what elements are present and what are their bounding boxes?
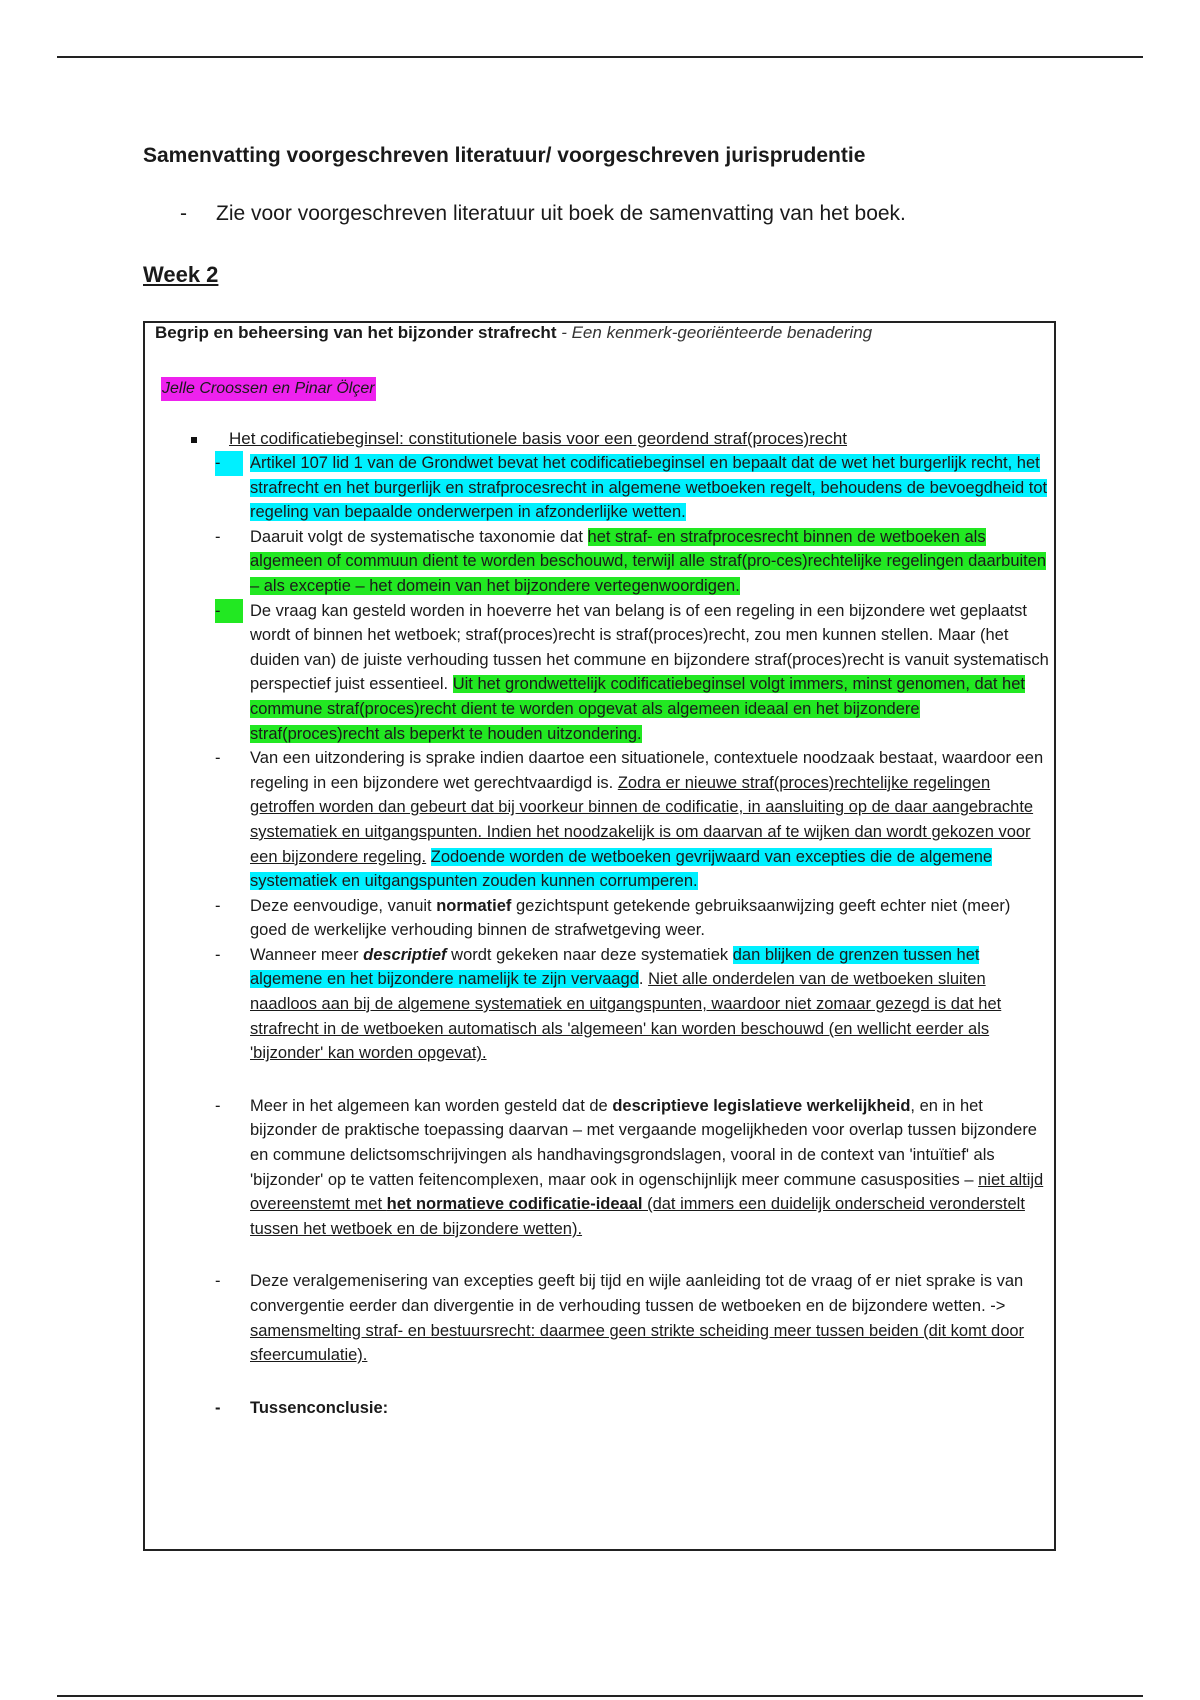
list-item (215, 1269, 1050, 1367)
square-bullet-icon (191, 437, 197, 443)
item-text: Wanneer meer (250, 945, 364, 964)
interim-conclusion-heading: Tussenconclusie: (250, 1398, 389, 1417)
dash-icon: - (215, 1096, 221, 1115)
dash-icon: - (215, 896, 221, 915)
intro-dash: - (180, 202, 187, 225)
list-item (215, 599, 1050, 747)
box-title-main: Begrip en beheersing van het bijzonder strafrecht (155, 323, 557, 342)
document-title: Samenvatting voorgeschreven literatuur/ voorgeschreven jurisprudentie (143, 144, 866, 167)
summary-box (143, 321, 1056, 1551)
intro-text: Zie voor voorgeschreven literatuur uit boek de samenvatting van het boek. (216, 202, 906, 225)
dash-list (215, 451, 1050, 1420)
box-title (155, 323, 872, 343)
list-item (215, 1094, 1050, 1242)
item-text-underline: samensmelting straf- en bestuursrecht: daarmee geen strikte scheiding meer tussen beiden (dit komt door sfeercumulatie). (250, 1321, 1025, 1365)
list-item (215, 1396, 1050, 1421)
dash-icon: - (215, 749, 221, 768)
item-text: De vraag kan gesteld worden in hoeverre het van belang is of een regeling in een bijzondere wet geplaatst wordt of binnen het wetboek; straf(proces)recht is straf(proces)recht, zou men kunnen stellen. Maar (het duiden van) de juiste verhouding tussen het commune en bijzondere straf(proces)recht is vanuit systematisch perspectief juist essentieel. (250, 601, 1049, 694)
item-text: . (638, 970, 649, 989)
dash-icon: - (215, 945, 221, 964)
item-text-highlight: het straf- en strafprocesrecht binnen de wetboeken als algemeen of commuun dient te worden beschouwd, terwijl alle straf(pro-ces)rechtelijke regelingen daarbuiten – als exceptie – het domein van het bijzondere vertegenwoordigen. (250, 527, 1047, 595)
list-item (215, 943, 1050, 1066)
item-text-underline: niet altijd overeenstemt met (250, 1170, 1044, 1214)
item-text: Deze eenvoudige, vanuit (250, 896, 437, 915)
intro-line (180, 202, 906, 226)
item-text: Deze veralgemenisering van excepties geeft bij tijd en wijle aanleiding tot de vraag of er niet sprake is van convergentie eerder dan divergentie in de verhouding tussen de wetboeken en de bijzondere wetten. -> (250, 1272, 1024, 1315)
item-text-bold-italic: descriptief (363, 945, 447, 964)
item-text-highlight: dan blijken de grenzen tussen het algemene en het bijzondere namelijk te zijn vervaagd (250, 945, 980, 989)
item-text-underline: (dat immers een duidelijk onderscheid veronderstelt tussen het wetboek en de bijzondere wetten). (250, 1195, 1025, 1238)
dash-icon: - (215, 451, 243, 476)
list-item (215, 451, 1050, 525)
box-title-sub: - Een kenmerk-georiënteerde benadering (556, 323, 873, 342)
list-item (215, 746, 1050, 894)
item-text-bold: descriptieve legislatieve werkelijkheid (612, 1096, 911, 1115)
item-text: wordt gekeken naar deze systematiek (446, 945, 733, 964)
item-text: Van een uitzondering is sprake indien daartoe een situationele, contextuele noodzaak bestaat, waardoor een regeling in een bijzondere wet gerechtvaardigd is. (250, 749, 1044, 792)
item-text-highlight: Uit het grondwettelijk codificatiebeginsel volgt immers, minst genomen, dat het commune straf(proces)recht dient te worden opgevat als algemeen ideaal en het bijzondere straf(proces)recht als beperkt te houden uitzondering. (250, 675, 1025, 743)
list-item (215, 525, 1050, 599)
item-text-underline: Niet alle onderdelen van de wetboeken sluiten naadloos aan bij de algemene systematiek en uitgangspunten, waardoor niet zomaar gezegd is dat het strafrecht in de wetboeken automatisch als 'algemeen' kan worden beschouwd (en wellicht eerder als 'bijzonder' kan worden opgevat). (250, 970, 1002, 1063)
item-text-bold: normatief (436, 896, 512, 915)
item-text-bold-underline: het normatieve codificatie-ideaal (386, 1195, 643, 1214)
authors-highlight: Jelle Croossen en Pinar Ölçer (161, 377, 376, 401)
item-text: Daaruit volgt de systematische taxonomie dat (250, 527, 588, 546)
dash-icon: - (215, 1398, 221, 1417)
header-rule (57, 56, 1143, 58)
main-bullet-text: Het codificatiebeginsel: constitutionele basis voor een geordend straf(proces)recht (229, 429, 848, 448)
dash-icon: - (215, 527, 221, 546)
week-heading: Week 2 (143, 262, 219, 287)
item-text-highlight: Zodoende worden de wetboeken gevrijwaard van excepties die de algemene systematiek en uitgangspunten zouden kunnen corrumperen. (250, 847, 993, 891)
item-text: Meer in het algemeen kan worden gesteld dat de (250, 1096, 613, 1115)
list-item (215, 894, 1050, 943)
item-text: gezichtspunt getekende gebruiksaanwijzing geeft echter niet (meer) goed de werkelijke verhouding binnen de strafwetgeving weer. (250, 896, 1011, 940)
item-text-underline: Zodra er nieuwe straf(proces)rechtelijke regelingen getroffen worden dan gebeurt dat bij voorkeur binnen de codificatie, in aansluiting op de daar aangebrachte systematiek en uitgangspunten. Indien het noodzakelijk is om daarvan af te wijken dan wordt gekozen voor een bijzondere regeling. (250, 773, 1034, 866)
dash-icon: - (215, 1272, 221, 1291)
item-text: Artikel 107 lid 1 van de Grondwet bevat het codificatiebeginsel en bepaalt dat de wet het burgerlijk recht, het strafrecht en het burgerlijk en strafprocesrecht in algemene wetboeken regelt, behoudens de bevoegdheid tot regeling van bepaalde onderwerpen in afzonderlijke wetten. (250, 454, 1048, 522)
footer-rule (57, 1695, 1143, 1697)
dash-icon: - (215, 599, 243, 624)
item-text: , en in het bijzonder de praktische toepassing daarvan – met vergaande mogelijkheden voor overlap tussen bijzondere en commune delictsomschrijvingen als handhavingsgrondslagen, vooral in de context van 'intuïtief' als 'bijzonder' op te vatten feitencomplexen, maar ook in ogenschijnlijk meer commune casusposities – (250, 1096, 1037, 1189)
